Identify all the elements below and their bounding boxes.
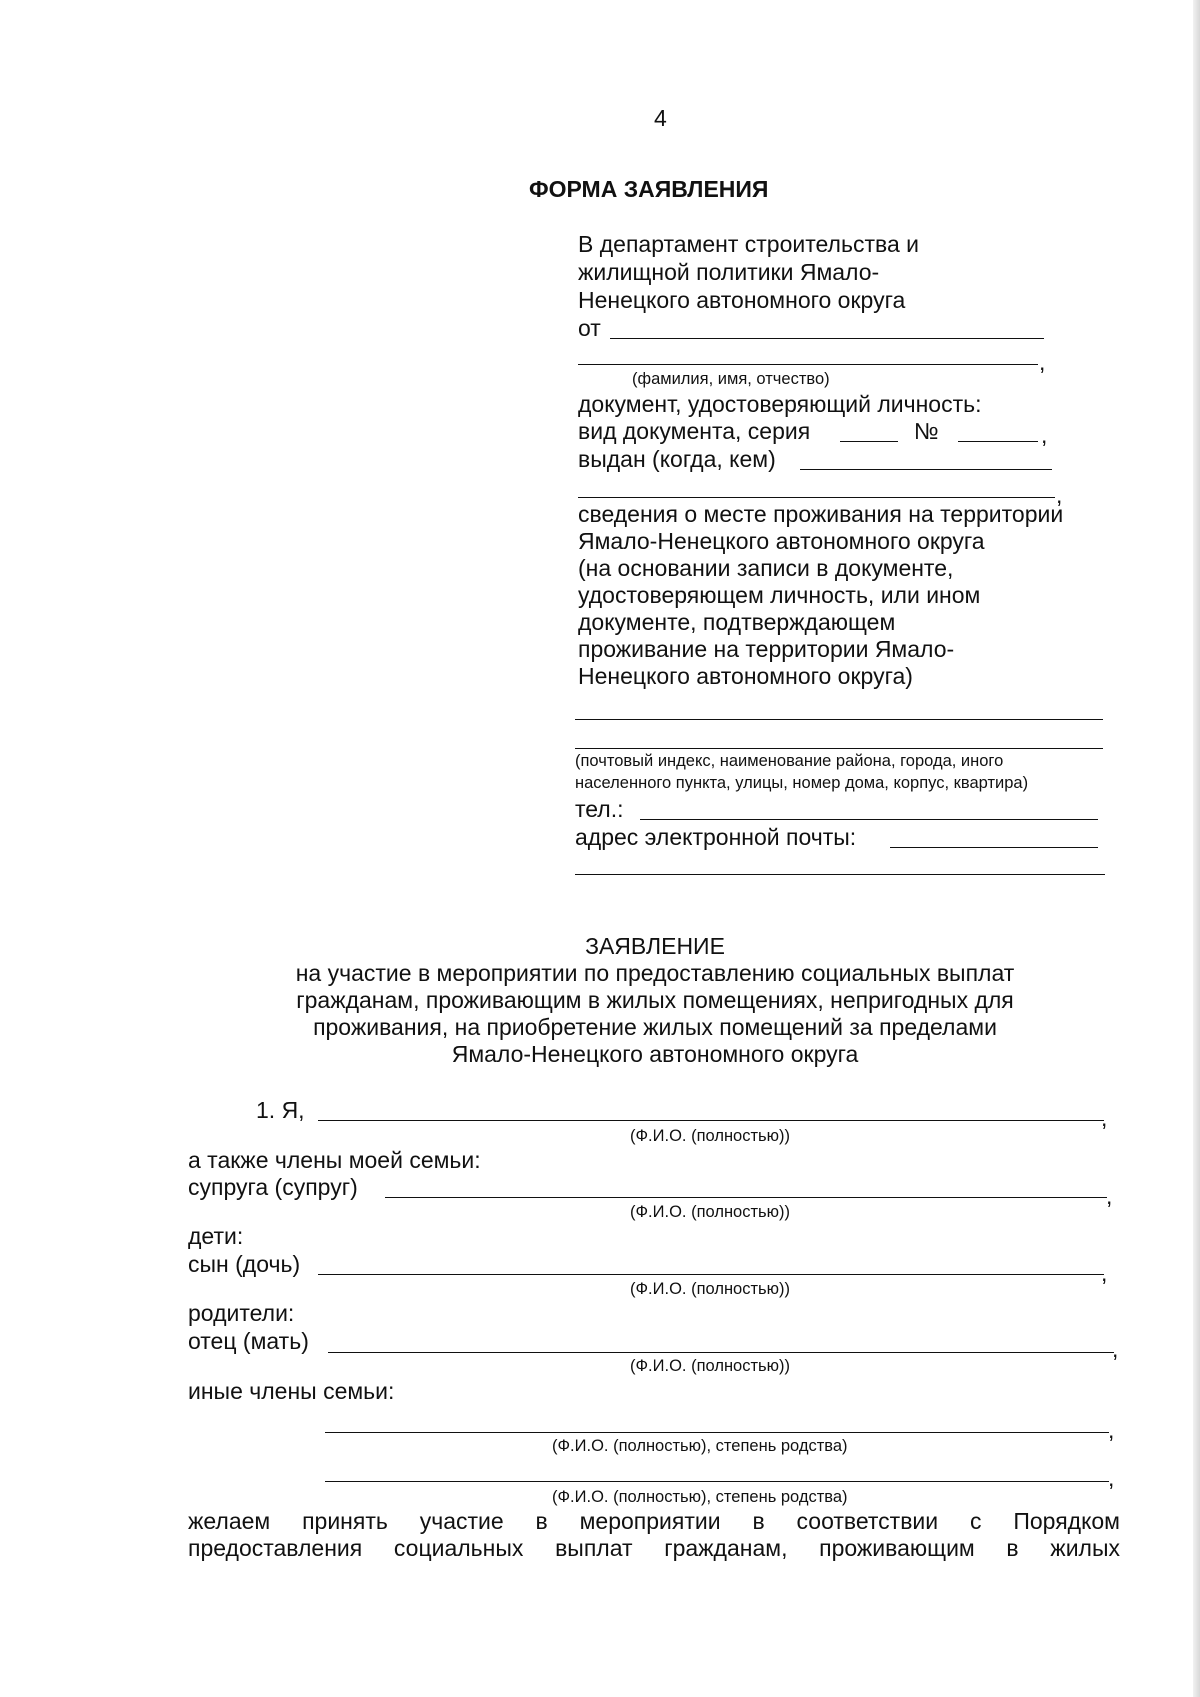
statement-subtitle-2: гражданам, проживающим в жилых помещениях, непригодных для [296,987,1014,1013]
fio-hint: (Ф.И.О. (полностью)) [630,1357,790,1375]
spouse-label: супруга (супруг) [188,1174,358,1200]
address-field-line-2[interactable] [575,748,1103,749]
phone-label: тел.: [575,796,624,822]
closing-line-1: желаем принять участие в мероприятии в соответствии с Порядком [188,1508,1120,1534]
residence-line-6: проживание на территории Ямало- [578,636,955,662]
comma: , [1101,1260,1108,1286]
comma: , [1108,1465,1115,1491]
comma: , [1056,482,1063,508]
relation-hint: (Ф.И.О. (полностью), степень родства) [552,1437,848,1455]
address-hint-1: (почтовый индекс, наименование района, города, иного [575,752,1004,770]
comma: , [1041,422,1048,448]
parent-label: отец (мать) [188,1328,309,1354]
fio-hint: (фамилия, имя, отчество) [632,370,830,388]
issued-continuation-field-line[interactable] [578,497,1055,498]
address-hint-2: населенного пункта, улицы, номер дома, корпус, квартира) [575,774,1029,792]
other-member-2-field-line[interactable] [325,1481,1109,1482]
residence-line-4: удостоверяющем личность, или ином [578,582,981,608]
comma: , [1039,349,1046,375]
address-field-line-1[interactable] [575,719,1103,720]
addressee-line-3: Ненецкого автономного округа [578,287,906,313]
from-label: от [578,315,601,341]
spouse-fio-field-line[interactable] [385,1197,1107,1198]
other-member-1-field-line[interactable] [325,1432,1109,1433]
document-kind-label: вид документа, серия [578,418,811,444]
page-number: 4 [654,105,667,131]
email-continuation-field-line[interactable] [575,874,1105,875]
others-header: иные члены семьи: [188,1378,395,1404]
residence-line-5: документе, подтверждающем [578,609,896,635]
comma: , [1106,1183,1113,1209]
statement-subtitle-1: на участие в мероприятии по предоставлению социальных выплат [295,960,1015,986]
relation-hint: (Ф.И.О. (полностью), степень родства) [552,1488,848,1506]
residence-line-3: (на основании записи в документе, [578,555,954,581]
page-edge-shadow [1193,0,1200,1697]
email-field-line[interactable] [890,847,1098,848]
from-name-field-line[interactable] [610,338,1044,339]
residence-line-7: Ненецкого автономного округа) [578,663,913,689]
fio-hint: (Ф.И.О. (полностью)) [630,1280,790,1298]
fio-field-line[interactable] [578,364,1038,365]
fio-hint: (Ф.И.О. (полностью)) [630,1203,790,1221]
parents-header: родители: [188,1300,295,1326]
child-label: сын (дочь) [188,1251,301,1277]
statement-subtitle-3: проживания, на приобретение жилых помещений за пределами [313,1014,997,1040]
fio-hint: (Ф.И.О. (полностью)) [630,1127,790,1145]
item-1-label: 1. Я, [256,1097,305,1123]
residence-line-2: Ямало-Ненецкого автономного округа [578,528,985,554]
comma: , [1101,1105,1108,1131]
addressee-line-1: В департамент строительства и [578,231,919,257]
addressee-line-2: жилищной политики Ямало- [578,259,880,285]
statement-subtitle-4: Ямало-Ненецкого автономного округа [451,1041,859,1067]
child-fio-field-line[interactable] [318,1274,1104,1275]
document-series-field-line[interactable] [840,441,898,442]
residence-line-1: сведения о месте проживания на территории [578,501,1064,527]
comma: , [1108,1417,1115,1443]
identity-document-label: документ, удостоверяющий личность: [578,391,982,417]
phone-field-line[interactable] [640,819,1098,820]
comma: , [1112,1336,1119,1362]
form-title: ФОРМА ЗАЯВЛЕНИЯ [529,176,769,202]
document-number-field-line[interactable] [958,441,1038,442]
children-header: дети: [188,1223,244,1249]
issued-label: выдан (когда, кем) [578,446,776,472]
closing-line-2: предоставления социальных выплат гражданам, проживающим в жилых [188,1535,1120,1561]
applicant-fio-field-line[interactable] [318,1120,1104,1121]
issued-field-line[interactable] [800,469,1052,470]
document-number-label: № [914,418,939,444]
statement-heading: ЗАЯВЛЕНИЕ [585,933,725,959]
email-label: адрес электронной почты: [575,824,857,850]
parent-fio-field-line[interactable] [328,1352,1114,1353]
members-intro: а также члены моей семьи: [188,1147,481,1173]
